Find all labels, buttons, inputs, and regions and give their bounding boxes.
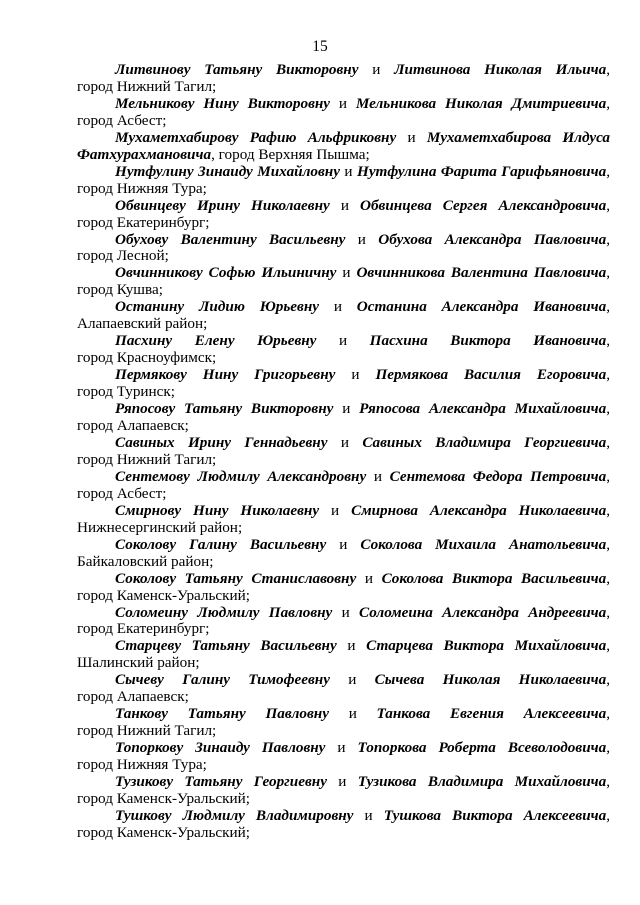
wife-name: Топоркову Зинаиду Павловну bbox=[115, 739, 326, 757]
list-entry: Пасхину Елену Юрьевну и Пасхина Виктора Ивановича, город Красноуфимск; bbox=[77, 332, 610, 367]
husband-name: Соколова Михаила Анатольевича bbox=[360, 535, 607, 553]
place: город Нижний Тагил; bbox=[77, 722, 217, 740]
husband-name: Пермякова Василия Егоровича bbox=[375, 366, 607, 384]
wife-name: Ряпосову Татьяну Викторовну bbox=[115, 400, 334, 418]
conjunction: и bbox=[341, 603, 350, 621]
place: город Нижняя Тура; bbox=[77, 179, 207, 197]
wife-name: Нутфулину Зинаиду Михайловну bbox=[115, 162, 340, 180]
conjunction: и bbox=[338, 773, 347, 791]
place: город Красноуфимск; bbox=[77, 349, 217, 367]
husband-name: Соколова Виктора Васильевича bbox=[381, 569, 607, 587]
wife-name: Савиных Ирину Геннадьевну bbox=[115, 433, 328, 451]
list-entry: Овчинникову Софью Ильиничну и Овчинникова Валентина Павловича, город Кушва; bbox=[77, 264, 611, 299]
wife-name: Мельникову Нину Викторовну bbox=[115, 94, 331, 112]
husband-name: Останина Александра Ивановича bbox=[356, 298, 607, 316]
conjunction: и bbox=[347, 637, 356, 655]
list-entry: Сентемову Людмилу Александровну и Сентемова Федора Петровича, город Асбест; bbox=[77, 467, 611, 502]
list-entry: Савиных Ирину Геннадьевну и Савиных Владимира Георгиевича, город Нижний Тагил; bbox=[77, 433, 611, 468]
place: , город Верхняя Пышма; bbox=[211, 145, 370, 163]
place: город Алапаевск; bbox=[77, 417, 189, 435]
husband-name: Соломеина Александра Андреевича bbox=[358, 603, 607, 621]
list-entry: Тузикову Татьяну Георгиевну и Тузикова Владимира Михайловича, город Каменск-Уральский; bbox=[77, 773, 611, 807]
list-entry: Соколову Галину Васильевну и Соколова Михаила Анатольевича, Байкаловский район; bbox=[77, 535, 610, 570]
conjunction: и bbox=[344, 162, 353, 180]
wife-name: Тузикову Татьяну Георгиевну bbox=[115, 773, 327, 791]
conjunction: и bbox=[364, 569, 373, 587]
wife-name: Сычеву Галину Тимофеевну bbox=[115, 671, 330, 689]
wife-name: Обухову Валентину Васильевну bbox=[115, 230, 346, 248]
wife-name: Соколову Галину Васильевну bbox=[115, 535, 327, 553]
conjunction: и bbox=[348, 705, 357, 723]
place: город Туринск; bbox=[77, 383, 176, 401]
list-entry: Старцеву Татьяну Васильевну и Старцева Виктора Михайловича, Шалинский район; bbox=[77, 637, 610, 672]
list-entry: Сычеву Галину Тимофеевну и Сычева Николая Николаевича, город Алапаевск; bbox=[77, 671, 610, 706]
list-entry: Соколову Татьяну Станиславовну и Соколова Виктора Васильевича, город Каменск-Уральский; bbox=[77, 569, 611, 604]
place: город Нижний Тагил; bbox=[77, 450, 217, 468]
husband-name: Сентемова Федора Петровича bbox=[389, 467, 607, 485]
husband-name: Тузикова Владимира Михайловича bbox=[357, 773, 607, 791]
list-entry: Останину Лидию Юрьевну и Останина Александра Ивановича, Алапаевский район; bbox=[77, 298, 610, 333]
husband-name: Нутфулина Фарита Гарифьяновича bbox=[357, 162, 607, 180]
conjunction: и bbox=[340, 196, 349, 214]
conjunction: и bbox=[407, 128, 416, 146]
wife-name: Старцеву Татьяну Васильевну bbox=[115, 637, 337, 655]
place: город Екатеринбург; bbox=[77, 213, 210, 231]
conjunction: и bbox=[342, 400, 351, 418]
husband-name: Мухаметхабирова Илдуса bbox=[426, 128, 611, 146]
place: город Лесной; bbox=[77, 247, 169, 265]
conjunction: и bbox=[340, 433, 349, 451]
wife-name: Литвинову Татьяну Викторовну bbox=[115, 61, 359, 78]
husband-name: Ряпосова Александра Михайловича bbox=[359, 400, 607, 418]
husband-name: Старцева Виктора Михайловича bbox=[366, 637, 607, 655]
list-entry: Нутфулину Зинаиду Михайловну и Нутфулина Фарита Гарифьяновича, город Нижняя Тура; bbox=[77, 162, 610, 197]
award-list bbox=[77, 62, 610, 842]
place: Шалинский район; bbox=[77, 654, 200, 672]
list-entry: Танкову Татьяну Павловну и Танкова Евгения Алексеевича, город Нижний Тагил; bbox=[77, 705, 611, 740]
conjunction: и bbox=[338, 332, 348, 350]
list-entry: Смирнову Нину Николаевну и Смирнова Александра Николаевича, Нижнесергинский район; bbox=[77, 501, 610, 536]
place: город Каменск-Уральский; bbox=[77, 823, 251, 841]
conjunction: и bbox=[348, 671, 357, 689]
wife-name: Танкову Татьяну Павловну bbox=[115, 705, 329, 723]
list-entry: Топоркову Зинаиду Павловну и Топоркова Роберта Всеволодовича, город Нижняя Тура; bbox=[77, 739, 610, 774]
husband-name: Савиных Владимира Георгиевича bbox=[362, 433, 607, 451]
conjunction: и bbox=[338, 94, 348, 112]
wife-name: Обвинцеву Ирину Николаевну bbox=[115, 196, 330, 214]
conjunction: и bbox=[364, 806, 373, 824]
husband-name: Топоркова Роберта Всеволодовича bbox=[357, 739, 607, 757]
place: город Нижний Тагил; bbox=[77, 77, 217, 95]
list-entry: Пермякову Нину Григорьевну и Пермякова Василия Егоровича, город Туринск; bbox=[77, 366, 611, 401]
conjunction: и bbox=[333, 298, 342, 316]
wife-name: Овчинникову Софью Ильиничну bbox=[115, 264, 337, 282]
wife-name: Пермякову Нину Григорьевну bbox=[115, 366, 336, 384]
place: город Асбест; bbox=[77, 111, 167, 129]
husband-name-continued: Фатхурахмановича bbox=[77, 145, 212, 163]
wife-name: Сентемову Людмилу Александровну bbox=[115, 467, 367, 485]
list-entry bbox=[77, 130, 610, 164]
wife-name: Смирнову Нину Николаевну bbox=[115, 501, 320, 519]
husband-name: Тушкова Виктора Алексеевича bbox=[383, 806, 607, 824]
place: город Кушва; bbox=[77, 281, 163, 299]
husband-name: Мельникова Николая Дмитриевича bbox=[355, 94, 607, 112]
place: город Нижняя Тура; bbox=[77, 756, 207, 774]
conjunction: и bbox=[357, 230, 366, 248]
wife-name: Останину Лидию Юрьевну bbox=[115, 298, 319, 316]
wife-name: Мухаметхабирову Рафию Альфриковну bbox=[115, 128, 397, 146]
list-entry: Обухову Валентину Васильевну и Обухова Александра Павловича, город Лесной; bbox=[77, 230, 610, 265]
place: Байкаловский район; bbox=[77, 552, 214, 570]
place: город Алапаевск; bbox=[77, 688, 189, 706]
wife-name: Тушкову Людмилу Владимировну bbox=[115, 806, 354, 824]
conjunction: и bbox=[373, 467, 382, 485]
place: город Каменск-Уральский; bbox=[77, 789, 251, 807]
conjunction: и bbox=[372, 61, 381, 78]
conjunction: и bbox=[351, 366, 360, 384]
husband-name: Пасхина Виктора Ивановича bbox=[369, 332, 607, 350]
husband-name: Литвинова Николая Ильича bbox=[394, 61, 607, 78]
husband-name: Обухова Александра Павловича bbox=[378, 230, 607, 248]
conjunction: и bbox=[337, 739, 346, 757]
conjunction: и bbox=[339, 535, 348, 553]
place: Нижнесергинский район; bbox=[77, 518, 243, 536]
wife-name: Соколову Татьяну Станиславовну bbox=[115, 569, 357, 587]
place: Алапаевский район; bbox=[77, 315, 208, 333]
wife-name: Пасхину Елену Юрьевну bbox=[115, 332, 317, 350]
place: город Асбест; bbox=[77, 484, 167, 502]
list-entry: Литвинову Татьяну Викторовну и Литвинова Николая Ильича, город Нижний Тагил; bbox=[77, 61, 611, 95]
husband-name: Сычева Николая Николаевича bbox=[374, 671, 607, 689]
list-entry: Тушкову Людмилу Владимировну и Тушкова Виктора Алексеевича, город Каменск-Уральский; bbox=[77, 806, 611, 841]
place: город Екатеринбург; bbox=[77, 620, 210, 638]
conjunction: и bbox=[331, 501, 340, 519]
place: город Каменск-Уральский; bbox=[77, 586, 251, 604]
husband-name: Танкова Евгения Алексеевича bbox=[376, 705, 607, 723]
conjunction: и bbox=[342, 264, 351, 282]
wife-name: Соломеину Людмилу Павловну bbox=[115, 603, 333, 621]
list-entry: Соломеину Людмилу Павловну и Соломеина Александра Андреевича, город Екатеринбург; bbox=[77, 603, 610, 638]
page-number: 15 bbox=[312, 38, 328, 55]
list-entry: Обвинцеву Ирину Николаевну и Обвинцева Сергея Александровича, город Екатеринбург; bbox=[77, 196, 611, 231]
list-entry: Ряпосову Татьяну Викторовну и Ряпосова Александра Михайловича, город Алапаевск; bbox=[77, 400, 610, 435]
husband-name: Обвинцева Сергея Александровича bbox=[360, 196, 607, 214]
husband-name: Смирнова Александра Николаевича bbox=[351, 501, 607, 519]
husband-name: Овчинникова Валентина Павловича bbox=[356, 264, 607, 282]
list-entry: Мельникову Нину Викторовну и Мельникова Николая Дмитриевича, город Асбест; bbox=[77, 94, 610, 129]
